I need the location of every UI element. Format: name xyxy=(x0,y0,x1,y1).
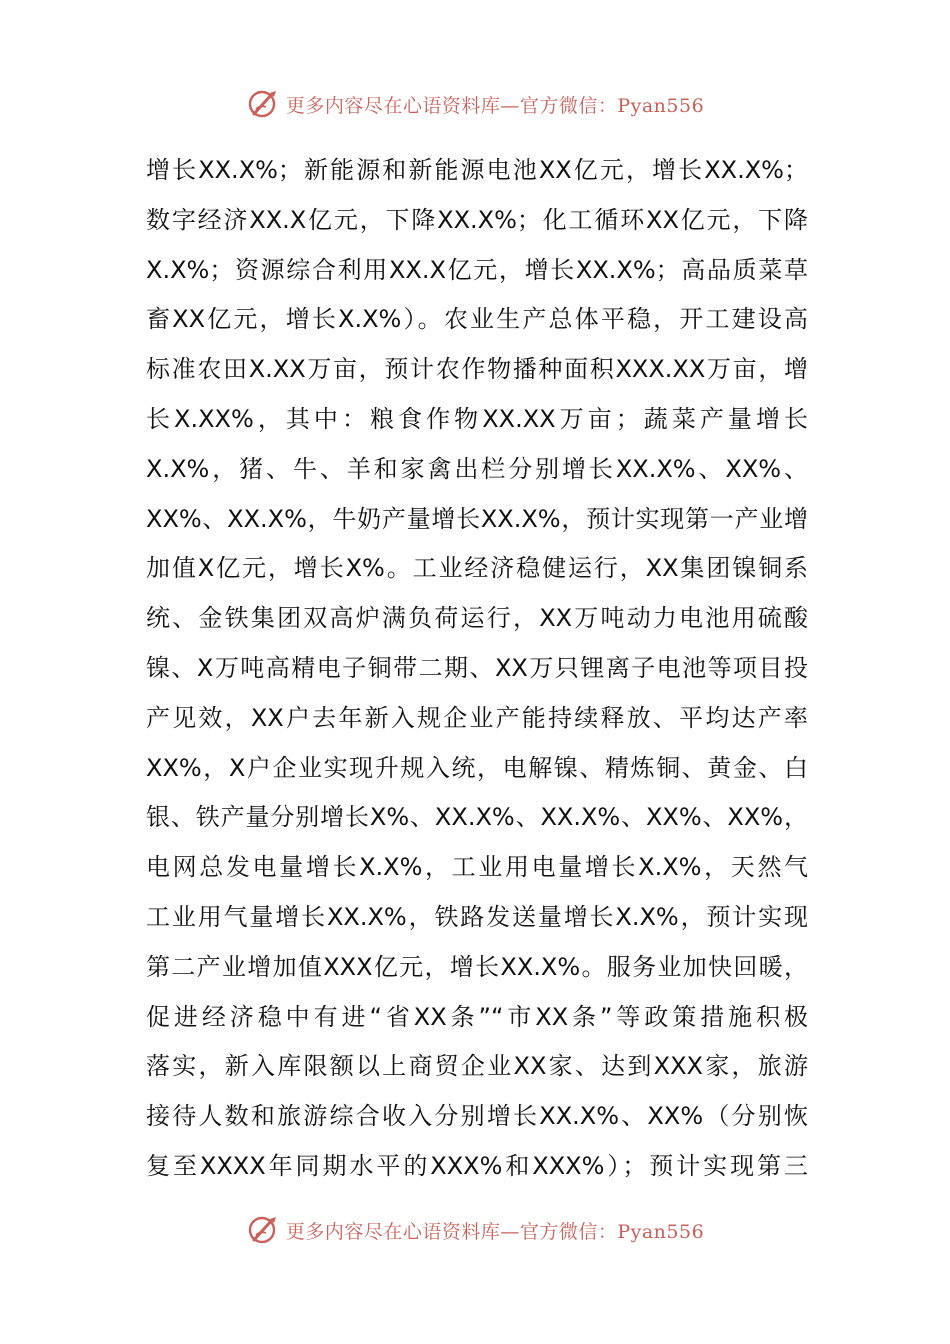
text-line: 第二产业增加值XXX亿元，增长XX.X%。服务业加快回暖， xyxy=(146,952,808,981)
text-line: 促进经济稳中有进“省XX条”“市XX条”等政策措施积极 xyxy=(146,1002,808,1031)
text-line: X.X%，猪、牛、羊和家禽出栏分别增长XX.X%、XX%、 xyxy=(146,454,808,483)
text-line: X.X%；资源综合利用XX.X亿元，增长XX.X%；高品质菜草 xyxy=(146,255,808,284)
document-body xyxy=(146,146,808,1192)
pen-logo-icon xyxy=(246,87,280,121)
text-line: 长X.XX%，其中：粮食作物XX.XX万亩；蔬菜产量增长 xyxy=(146,404,808,433)
pen-logo-icon xyxy=(246,1213,280,1247)
text-line: 数字经济XX.X亿元，下降XX.X%；化工循环XX亿元，下降 xyxy=(146,205,808,234)
text-line: 镍、X万吨高精电子铜带二期、XX万只锂离子电池等项目投 xyxy=(146,653,808,682)
text-line: XX%，X户企业实现升规入统，电解镍、精炼铜、黄金、白 xyxy=(146,753,808,782)
watermark-text: 更多内容尽在心语资料库—官方微信：Pyan556 xyxy=(285,94,705,117)
text-line: XX%、XX.X%，牛奶产量增长XX.X%，预计实现第一产业增 xyxy=(146,504,808,533)
text-line: 产见效，XX户去年新入规企业产能持续释放、平均达产率 xyxy=(146,703,808,732)
text-line: 电网总发电量增长X.X%，工业用电量增长X.X%，天然气 xyxy=(146,853,808,882)
header-watermark xyxy=(0,84,950,124)
text-line: 畜XX亿元，增长X.X%）。农业生产总体平稳，开工建设高 xyxy=(146,305,808,334)
text-line: 接待人数和旅游综合收入分别增长XX.X%、XX%（分别恢 xyxy=(146,1102,808,1131)
text-line: 复至XXXX年同期水平的XXX%和XXX%）；预计实现第三 xyxy=(146,1151,808,1180)
text-line: 增长XX.X%；新能源和新能源电池XX亿元，增长XX.X%； xyxy=(146,156,808,184)
text-line: 标准农田X.XX万亩，预计农作物播种面积XXX.XX万亩，增 xyxy=(146,355,808,384)
text-line: 银、铁产量分别增长X%、XX.X%、XX.X%、XX%、XX%， xyxy=(146,803,808,832)
footer-watermark xyxy=(0,1210,950,1250)
text-line: 加值X亿元，增长X%。工业经济稳健运行，XX集团镍铜系 xyxy=(146,554,808,583)
text-line: 落实，新入库限额以上商贸企业XX家、达到XXX家，旅游 xyxy=(146,1052,808,1081)
text-line: 统、金铁集团双高炉满负荷运行，XX万吨动力电池用硫酸 xyxy=(146,604,808,633)
watermark-text: 更多内容尽在心语资料库—官方微信：Pyan556 xyxy=(285,1220,705,1243)
text-line: 工业用气量增长XX.X%，铁路发送量增长X.X%，预计实现 xyxy=(146,902,808,931)
